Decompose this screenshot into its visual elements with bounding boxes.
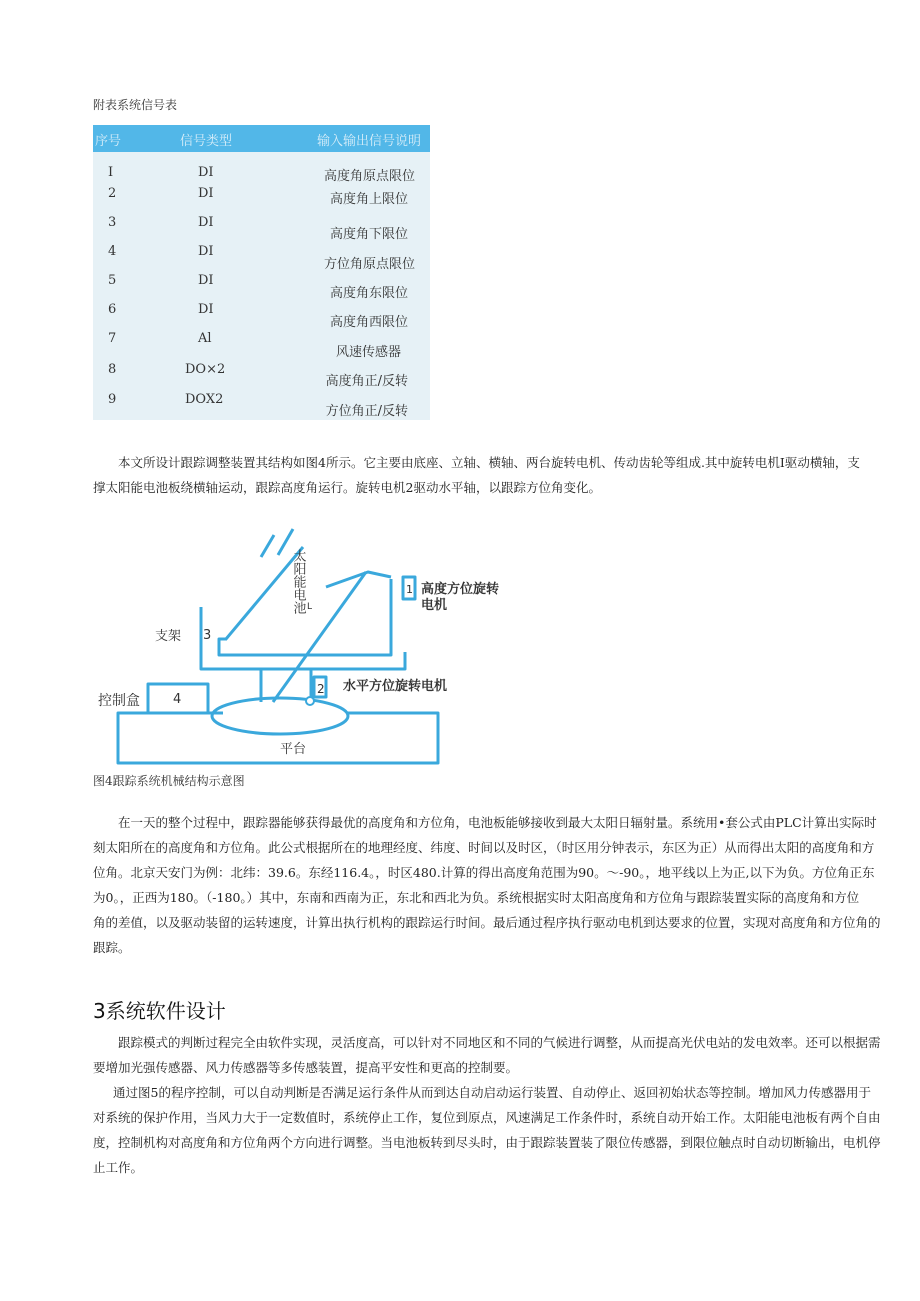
row-num: 2 — [108, 186, 117, 201]
paragraph-structure — [93, 450, 860, 500]
row-desc: 高度角原点限位 — [323, 169, 415, 184]
row-type: Al — [198, 331, 212, 346]
paragraph-line: 位角。北京天安门为例：北纬：39.6。东经116.4。，时区480.计算的得出高度角范围为90。〜-90。，地平线以上为正,以下为负。方位角正东 — [93, 865, 875, 880]
motor2-label: 水平方位旋转电机 — [343, 679, 448, 694]
tracking-system-diagram — [93, 527, 500, 767]
row-num: 8 — [108, 362, 117, 377]
paragraph-line: 刻太阳所在的高度角和方位角。此公式根据所在的地理经度、纬度、时间以及时区，（时区用分钟表示，东区为正）从而得出太阳的高度角和方 — [93, 840, 875, 855]
signal-table — [93, 125, 430, 420]
row-num: 4 — [108, 244, 117, 259]
motor1-number: 1 — [406, 583, 413, 596]
row-type: DI — [198, 215, 214, 230]
table-header-row — [93, 125, 430, 152]
panel-label: 太阳能电池 — [290, 549, 306, 614]
row-desc: 高度角上限位 — [329, 192, 408, 207]
paragraph-line: 本文所设计跟踪调整装置其结构如图4所示。它主要由底座、立轴、横轴、两台旋转电机、传动齿轮等组成.其中旋转电机I驱动横轴，支 — [118, 455, 860, 470]
paragraph-line: 对系统的保护作用，当风力大于一定数值时，系统停止工作，复位到原点，风速满足工作条件时，系统自动开始工作。太阳能电池板有两个自由 — [93, 1110, 881, 1125]
motor2-number: 2 — [317, 682, 325, 696]
platform-label: 平台 — [280, 742, 307, 757]
section3-paragraph1 — [93, 1030, 881, 1080]
row-type: DOX2 — [185, 392, 224, 407]
row-num: 6 — [108, 302, 117, 317]
row-num: 9 — [108, 392, 117, 407]
table-caption: 附表系统信号表 — [93, 98, 178, 112]
panel-label-mark: L — [307, 602, 313, 612]
paragraph-computation — [93, 810, 881, 960]
motor1-label-line1: 高度方位旋转 — [421, 582, 500, 597]
row-type: DI — [198, 165, 214, 180]
motor1-label-line2: 电机 — [421, 598, 448, 613]
paragraph-line: 度，控制机构对高度角和方位角两个方向进行调整。当电池板转到尽头时，由于跟踪装置装了限位传感器，到限位触点时自动切断输出，电机停 — [93, 1135, 881, 1150]
row-desc: 方位角正/反转 — [325, 404, 408, 419]
control-box-label: 控制盒 — [98, 693, 140, 709]
row-type: DI — [198, 302, 214, 317]
row-desc: 风速传感器 — [335, 345, 401, 360]
support-number: 3 — [203, 628, 212, 643]
row-num: 3 — [108, 215, 117, 230]
section-title: 3系统软件设计 — [93, 999, 226, 1023]
section3-paragraph2 — [93, 1080, 881, 1180]
paragraph-line: 在一天的整个过程中，跟踪器能够获得最优的高度角和方位角，电池板能够接收到最大太阳日辐射量。系统用•套公式由PLC计算出实际时 — [118, 815, 877, 830]
row-desc: 高度角西限位 — [329, 315, 408, 330]
row-desc: 方位角原点限位 — [323, 257, 415, 272]
paragraph-line: 要增加光强传感器、风力传感器等多传感装置，提高平安性和更高的控制要。 — [93, 1060, 519, 1075]
paragraph-line: 跟踪。 — [93, 940, 131, 955]
header-num: 序号 — [95, 134, 122, 149]
row-type: DI — [198, 273, 214, 288]
row-type: DO×2 — [185, 362, 226, 377]
paragraph-line: 跟踪模式的判断过程完全由软件实现，灵活度高，可以针对不同地区和不同的气候进行调整，从而提高光伏电站的发电效率。还可以根据需 — [118, 1035, 881, 1050]
row-type: DI — [198, 186, 214, 201]
row-num: 7 — [108, 331, 117, 346]
row-num: 5 — [108, 273, 117, 288]
support-label: 支架 — [155, 629, 182, 644]
row-desc: 高度角东限位 — [329, 286, 408, 301]
header-type: 信号类型 — [180, 134, 233, 149]
row-type: DI — [198, 244, 214, 259]
pivot-joint — [306, 697, 314, 705]
row-num: I — [108, 165, 114, 180]
paragraph-line: 角的差值，以及驱动装留的运转速度，计算出执行机构的跟踪运行时间。最后通过程序执行驱动电机到达要求的位置，实现对高度角和方位角的 — [93, 915, 881, 930]
row-desc: 高度角下限位 — [329, 227, 408, 242]
header-desc: 输入输出信号说明 — [317, 134, 422, 149]
row-desc: 高度角正/反转 — [325, 374, 408, 389]
paragraph-line: 通过图5的程序控制，可以自动判断是否满足运行条件从而到达自动启动运行装置、自动停止、返回初始状态等控制。增加风力传感器用于 — [113, 1085, 871, 1100]
control-box-number: 4 — [173, 692, 182, 707]
paragraph-line: 撑太阳能电池板绕横轴运动，跟踪高度角运行。旋转电机2驱动水平轴，以跟踪方位角变化。 — [93, 480, 601, 495]
figure-caption: 图4跟踪系统机械结构示意图 — [93, 774, 245, 788]
paragraph-line: 为0。，正西为180。（-180。）其中，东南和西南为正，东北和西北为负。系统根据实时太阳高度角和方位角与跟踪装置实际的高度角和方位 — [93, 890, 860, 905]
paragraph-line: 止工作。 — [93, 1160, 144, 1175]
